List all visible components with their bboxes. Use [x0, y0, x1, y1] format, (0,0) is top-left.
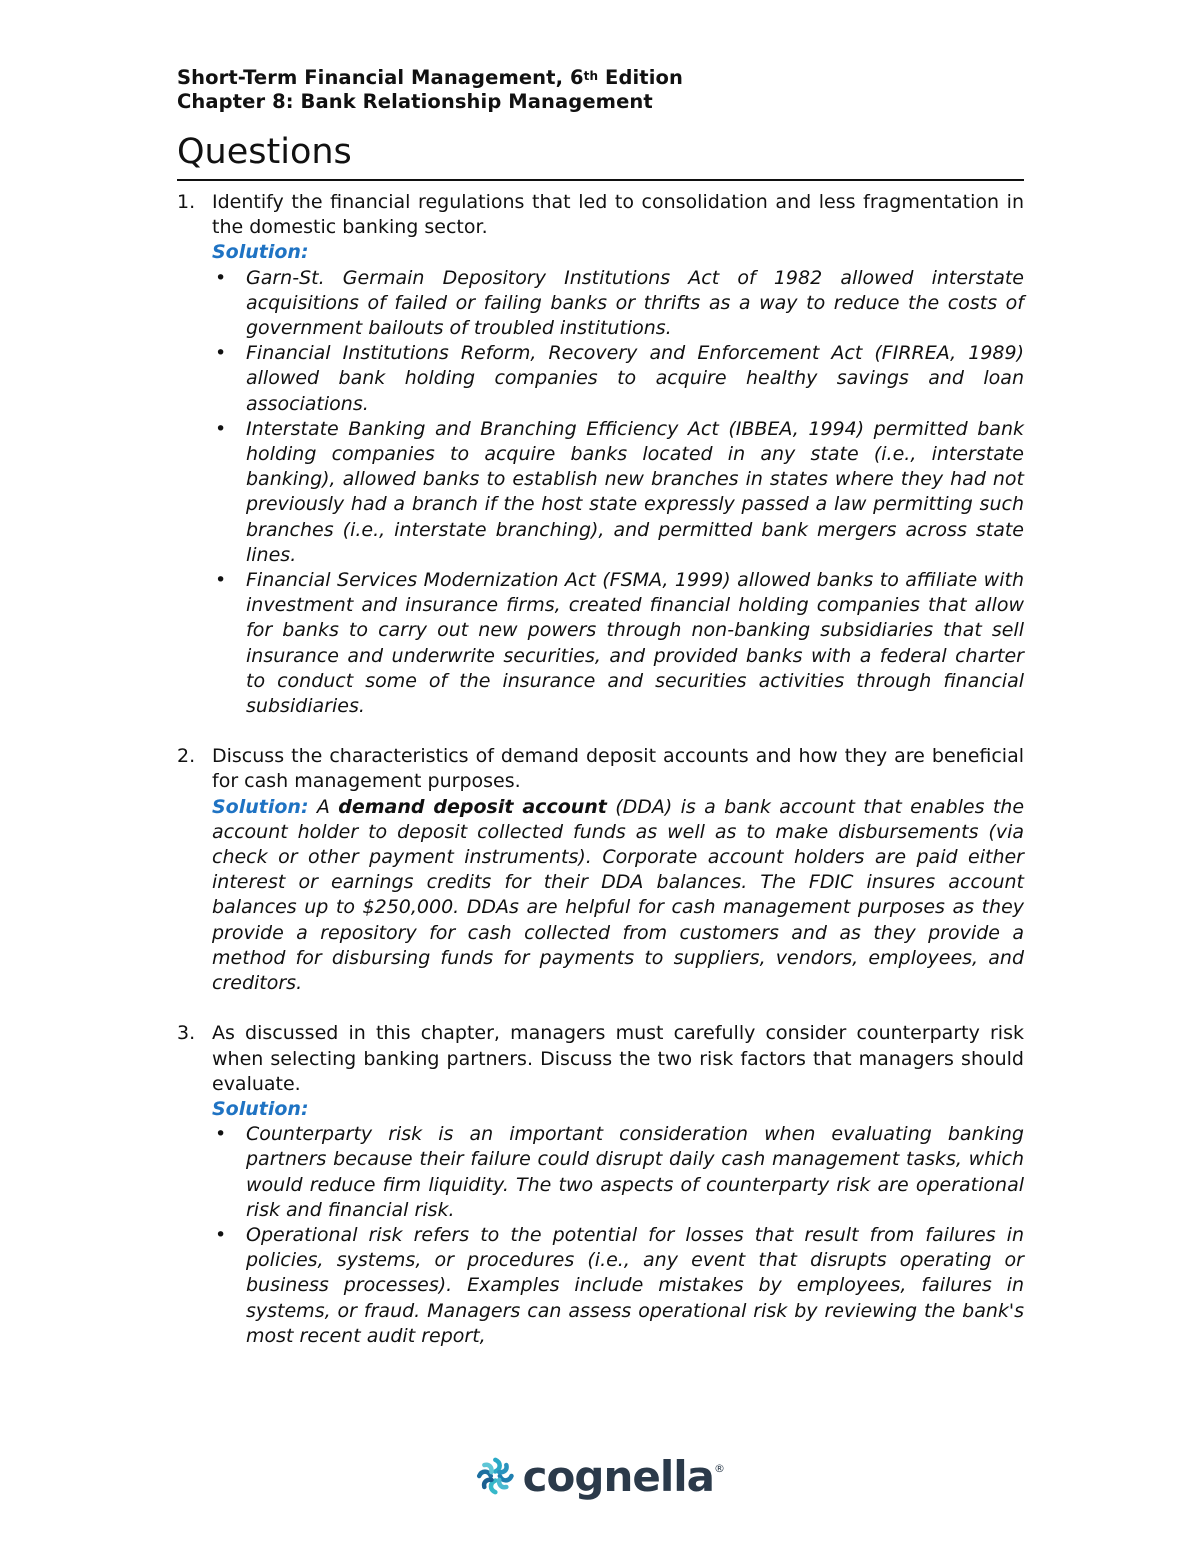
bullet-icon: • [215, 417, 227, 440]
question-item [177, 190, 1024, 744]
book-title: Short-Term Financial Management, 6th Edition [177, 66, 683, 89]
question-text: As discussed in this chapter, managers must carefully consider counterparty risk when selecting banking partners. Discuss the two risk factors that managers should evaluate. [212, 1022, 1024, 1095]
logo-wordmark: cognella® [522, 1451, 724, 1501]
chapter-title: Chapter 8: Bank Relationship Management [177, 90, 653, 113]
question-item [177, 1021, 1024, 1349]
solution-bullet: • Interstate Banking and Branching Efficiency Act (IBBEA, 1994) permitted bank holding companies to acquire banks located in any state (i.e., interstate banking), allowed banks to establish new branches in states where they had not previously had a branch if the host state expressly passed a law permitting such branches (i.e., interstate branching), and permitted bank mergers across state lines. [215, 417, 1024, 566]
bullet-icon: • [215, 266, 227, 289]
cognella-logo-icon [474, 1443, 517, 1509]
bullet-icon: • [215, 569, 227, 592]
document-page [177, 66, 1024, 1349]
page-title: Questions [177, 129, 1024, 181]
question-item [177, 744, 1024, 1021]
question-number: 1. [177, 191, 196, 213]
solution-bullet: • Financial Services Modernization Act (FSMA, 1999) allowed banks to affiliate with investment and insurance firms, created financial holding companies that allow for banks to carry out new powers through non-banking subsidiaries that sell insurance and underwrite securities, and provided banks with a federal charter to conduct some of the insurance and securities activities through financial subsidiaries. [215, 569, 1024, 718]
bullet-icon: • [215, 1223, 227, 1246]
question-text: Discuss the characteristics of demand deposit accounts and how they are beneficial for cash management purposes. [212, 745, 1024, 793]
question-text: Identify the financial regulations that led to consolidation and less fragmentation in the domestic banking sector. [212, 191, 1024, 239]
solution-label: Solution: [212, 1097, 309, 1120]
solution-bullets [212, 1122, 1024, 1349]
bullet-icon: • [215, 1123, 227, 1146]
solution-bullets [212, 266, 1024, 720]
bullet-icon: • [215, 342, 227, 365]
solution-bullet: • Garn-St. Germain Depository Institutions Act of 1982 allowed interstate acquisitions of failed or failing banks or thrifts as a way to reduce the costs of government bailouts of troubled institutions. [215, 266, 1024, 340]
key-term: demand deposit account [338, 795, 607, 818]
solution-paragraph: Solution: A demand deposit account (DDA) is a bank account that enables the account holder to deposit collected funds as well as to make disbursements (via check or other payment instruments). Corporate account holders are paid either interest or earnings credits for their DDA balances. The FDIC insures account balances up to $250,000. DDAs are helpful for cash management purposes as they provide a repository for cash collected from customers and as they provide a method for disbursing funds for payments to suppliers, vendors, employees, and creditors. [212, 795, 1025, 995]
publisher-logo [474, 1443, 724, 1509]
solution-label: Solution: [212, 795, 309, 818]
question-list [177, 190, 1024, 1349]
solution-bullet: • Counterparty risk is an important consideration when evaluating banking partners because their failure could disrupt daily cash management tasks, which would reduce firm liquidity. The two aspects of counterparty risk are operational risk and financial risk. [215, 1123, 1024, 1221]
solution-label: Solution: [212, 241, 309, 264]
question-number: 3. [177, 1022, 196, 1045]
question-number: 2. [177, 745, 196, 768]
solution-bullet: • Financial Institutions Reform, Recovery and Enforcement Act (FIRREA, 1989) allowed bank holding companies to acquire healthy savings and loan associations. [215, 342, 1024, 415]
solution-bullet: • Operational risk refers to the potential for losses that result from failures in policies, systems, or procedures (i.e., any event that disrupts operating or business processes). Examples include mistakes by employees, failures in systems, or fraud. Managers can assess operational risk by reviewing the bank's most recent audit report, [215, 1223, 1024, 1347]
